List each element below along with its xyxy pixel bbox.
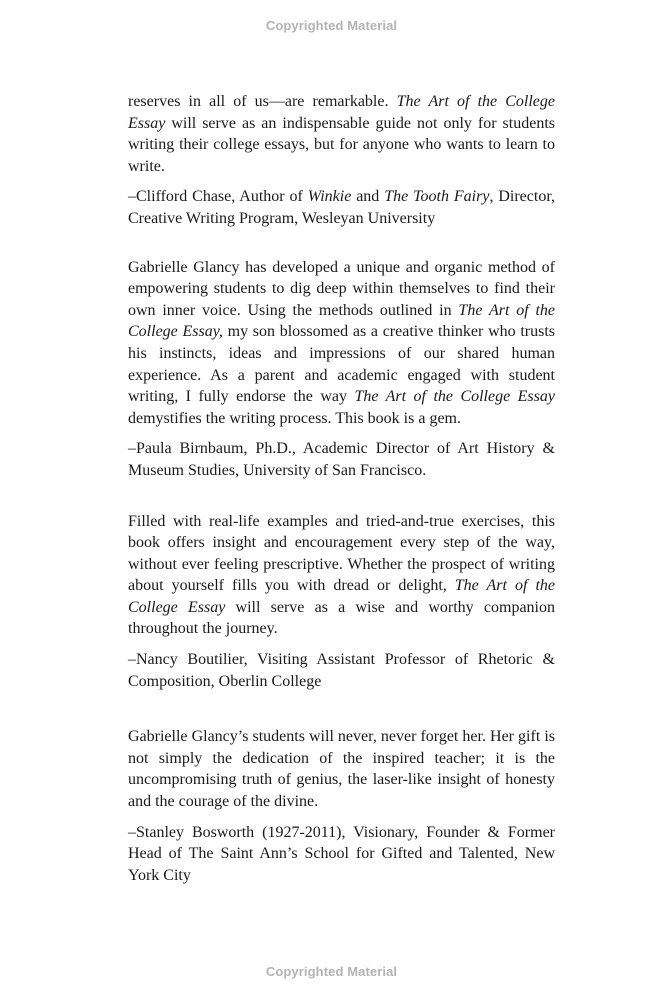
blurb-attribution (128, 822, 555, 887)
copyright-watermark-bottom: Copyrighted Material (265, 964, 398, 979)
text-run: , Director, Creative Writing Program, Wesleyan University (128, 188, 556, 227)
blurb-quote (128, 91, 555, 177)
blurb-attribution (128, 186, 555, 229)
text-run: my son blossomed as a creative thinker who trusts his instincts, ideas and impressions of our shared human experience. As a parent and academic engaged with student writing, I fully endorse the way (128, 323, 555, 406)
blurb-attribution (128, 438, 555, 481)
italic-title-run: The Art of the College Essay (128, 577, 555, 616)
italic-title-run: Winkie (307, 188, 352, 206)
blurb-quote (128, 726, 555, 812)
italic-title-run: The Art of the College Essay, (128, 301, 555, 341)
blurb-bosworth (128, 726, 555, 886)
text-run: –Paula Birnbaum, Ph.D., Academic Director of Art History & Museum Studies, University of San Francisco. (128, 440, 555, 479)
text-run: –Nancy Boutilier, Visiting Assistant Professor of Rhetoric & Composition, Oberlin College (128, 651, 555, 690)
blurb-chase (128, 91, 555, 230)
copyright-watermark-top: Copyrighted Material (265, 18, 398, 33)
text-run: Gabrielle Glancy’s students will never, never forget her. Her gift is not simply the dedication of the inspired teacher; it is the uncompromising truth of genius, the laser-like insight of honesty and the courage of the divine. (128, 728, 555, 811)
text-run: reserves in all of us—are remarkable. (128, 93, 397, 110)
italic-title-run: The Tooth Fairy (384, 188, 490, 206)
blurb-quote (128, 511, 555, 641)
text-run: demystifies the writing process. This book is a gem. (128, 409, 461, 427)
italic-title-run: The Art of the College Essay (354, 388, 555, 406)
blurb-boutilier (128, 511, 555, 693)
text-run: –Stanley Bosworth (1927-2011), Visionary, Founder & Former Head of The Saint Ann’s School for Gifted and Talented, New York City (128, 823, 555, 884)
blurb-birnbaum (128, 257, 555, 482)
blurb-quote (128, 257, 555, 430)
praise-page (128, 91, 555, 886)
text-run: –Clifford Chase, Author of (128, 188, 308, 206)
italic-title-run: The Art of the College Essay (128, 93, 555, 132)
text-run: Gabrielle Glancy has developed a unique and organic method of empowering students to dig deep within themselves to find their own inner voice. Using the methods outlined in (128, 258, 555, 319)
text-run: will serve as an indispensable guide not only for students writing their college essays, but for anyone who wants to learn to write. (128, 114, 555, 175)
text-run: Filled with real-life examples and tried-and-true exercises, this book offers insight and encouragement every step of the way, without ever feeling prescriptive. Whether the prospect of writing about yourself fills you with dread or delight, (128, 512, 555, 595)
blurb-attribution (128, 649, 555, 692)
text-run: and (351, 188, 385, 206)
text-run: will serve as a wise and worthy companion throughout the journey. (128, 598, 555, 638)
